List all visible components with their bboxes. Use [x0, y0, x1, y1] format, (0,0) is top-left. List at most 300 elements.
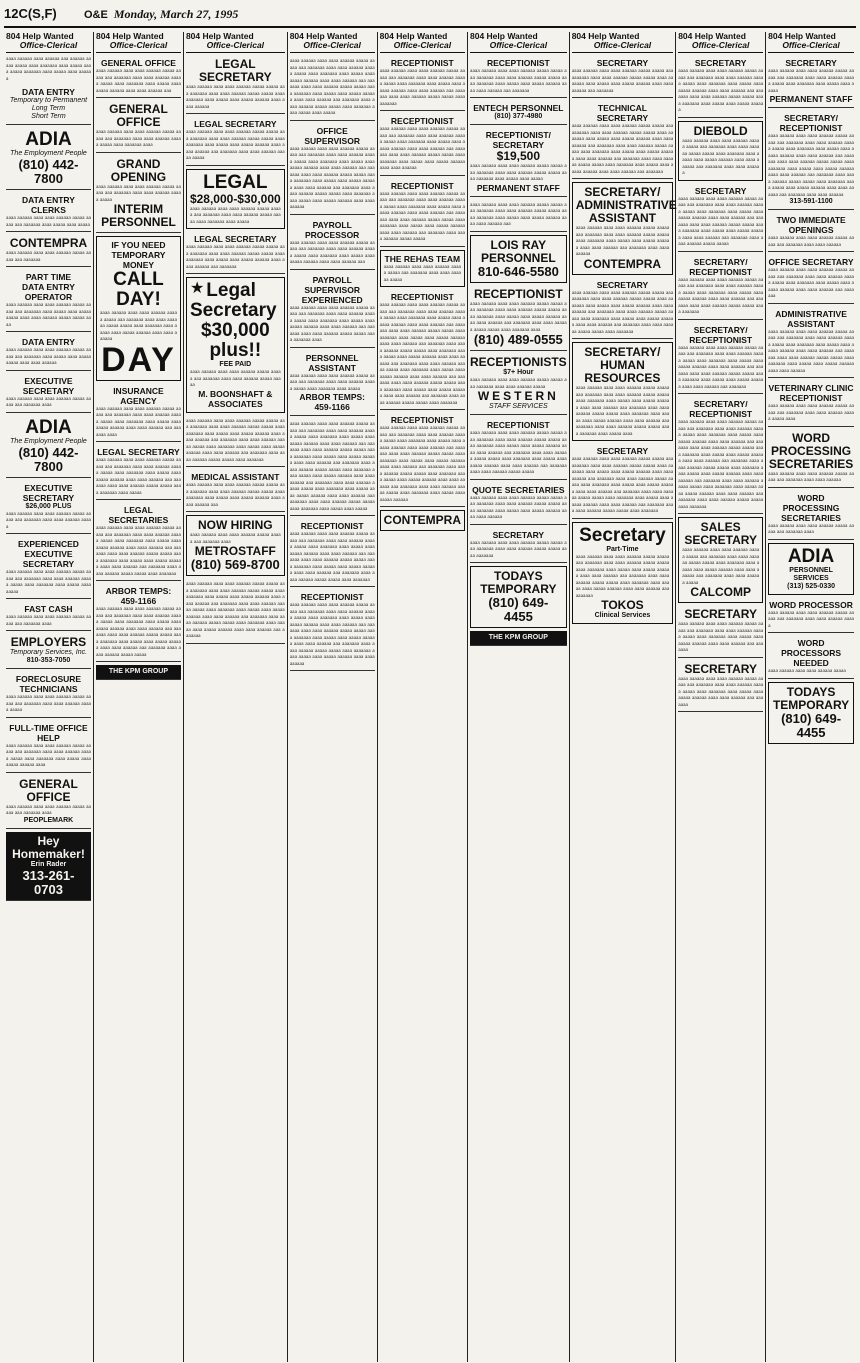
- ad-data-entry-clerks: [6, 193, 91, 232]
- ad-company: METROSTAFF: [194, 544, 276, 558]
- ad-title: RECEPTIONIST: [390, 292, 454, 302]
- ad-company: INTERIM PERSONNEL: [101, 202, 176, 229]
- ad-text: aaaa aaaaaa aaaa aaaa aaaaaa aaaaa aaaaa aaa aaaaaaa aaaa aaaa aaaaaa aaaaa aaaaa aaaa aaaaaaa aaaa aaaaa aaaa aaaaa aaaaaa aaaa aaaa aaaaaa aaa aaaaaaa aaaa aaaa aaaaaa aaaaa aaaaa aaaa aaaaaaa aaaa aaaaa aaaa aaaaa aaaaaa aaaa aaaa aaaaaa aaa aaaaaaa aaaa aaaa aaaaaa aaaaa aaaaa aaaa aaaaaaa aaaa aaaaa aaaa aaaaa aaaaaa aaaa aaaa aaaaaa: [289, 145, 375, 210]
- ad-filler-block: [186, 579, 285, 644]
- ad-company: ADIA: [25, 129, 72, 150]
- ad-receptionist-2: [470, 286, 567, 352]
- ad-company: TOKOS: [601, 598, 644, 612]
- ad-lois-ray: [470, 235, 567, 283]
- ad-text: aaaa aaaaaa aaaa aaaa aaaaaa aaaaa aaaaa aaa aaaaaaa: [6, 250, 91, 263]
- ad-title: RECEPTIONIST: [486, 420, 550, 430]
- ad-text: aaaa aaaaaa aaaa aaaa aaaaaa aaaaa aaaaa aaa aaaaaaa aaaa aaaaa aaaa aaaaa aaaaa aaaa aaaa aaaaaa aaaaa aaaaa aaaa: [6, 302, 91, 328]
- ad-receptionist-2: [290, 590, 375, 671]
- ad-grand-opening: [96, 156, 181, 234]
- section-sub: Office-Clerical: [393, 40, 452, 50]
- ad-executive-secretary: [6, 374, 91, 413]
- ad-text: aaaa aaaaaa aaaa aaaa aaaaaa aaaaa aaaaa aaa aaaaaaa aaaa aaaa aaaaaa aaaaa aaaaa aaaa aaaaaaa aaaa aaaaa aaaa aaaaa: [768, 68, 854, 94]
- ad-title: LEGAL SECRETARY: [194, 234, 277, 244]
- column-heading: [470, 32, 567, 53]
- ad-title: EXECUTIVE SECRETARY: [22, 375, 75, 396]
- ad-company: ARBOR TEMPS: 459-1166: [299, 392, 365, 412]
- ad-insurance-agency: [96, 384, 181, 443]
- ad-text: aaaa aaaaaa aaaa aaaa aaaaaa aaaaa aaaaa aaa aaaaaaa aaaa aaaa aaaaaa aaaaa aaaaa aaaa aaaaaaa aaaa aaaaa aaaa aaaaa aaaaaa aaaa aaaa aaaaaa aaa aaaaaaa aaaa aaaa aaaaaa aaaaa aaaaa aaaa aaaaaaa aaaa aaaaa aaaa aaaaa aaaaaa aaaa aaaa aaaaaa aaa aaaaaaa aaaa aaaa aaaaaa aaaaa aaaaa aaaa aaaaaaa aaaa aaaaa aaaa aaaaa aaaaaa aaaa aaaa aaaaaa aaa aaaaaaa aaaa aaaa aaaaaa aaaaa aaaaa aaaa aaaaaaa: [571, 456, 674, 514]
- masthead: [4, 6, 856, 28]
- section-heading: 804 Help Wanted: [678, 31, 746, 41]
- column-heading: [96, 32, 181, 53]
- ad-title: FORECLOSURE TECHNICIANS: [15, 674, 82, 694]
- ad-text: aaaa aaaaaa aaaa aaaa aaaaaa aaaaa aaaaa aaa aaaaaaa aaaa aaaa aaaaaa aaaaa aaaaa aaaa aaaaaaa aaaa aaaaa aaaa aaaaa aaaaaa aaaa aaaa aaaaaa aaa aaaaaaa: [571, 68, 674, 94]
- ad-title: SECRETARY: [684, 661, 758, 676]
- ad-phone: 313-261-0703: [22, 867, 75, 897]
- section-sub: Office-Clerical: [109, 40, 168, 50]
- ad-company: ENTECH PERSONNEL: [473, 103, 564, 113]
- ad-receptionist-2: [380, 114, 465, 176]
- ad-line: Long Term: [31, 105, 66, 112]
- ad-todays-temporary: [768, 682, 854, 744]
- ad-company: PERMANENT STAFF: [769, 94, 853, 104]
- ad-kpm-group: [470, 631, 567, 646]
- ad-todays-temporary: [470, 566, 567, 628]
- ad-data-entry-2: [6, 335, 91, 371]
- ad-text: aaaa aaaaaa aaaa aaaa aaaaaa aaaaa aaaaa aaa aaaaaaa aaaa aaaa aaaaaa aaaaa aaaaa aaaa aaaaaaa aaaa aaaaa aaaa aaaaa: [470, 163, 567, 182]
- ad-secretary-part-time: [572, 522, 674, 625]
- ad-filler-block: [470, 200, 567, 232]
- ad-secretary-receptionist-2: [678, 323, 763, 395]
- ad-title: SECRETARY: [596, 279, 649, 290]
- ad-title: GRAND OPENING: [110, 156, 167, 184]
- ad-text: aaaa aaaaaa aaaa aaaa aaaaaa aaaaa aaaaa aaa aaaaaaa aaaa aaaa aaaaaa aaaaa aaaaa aaaa aaaaaaa aaaa aaaaa aaaa aaaaa: [6, 569, 91, 595]
- column-1: [4, 32, 94, 1362]
- ad-title: LEGAL SECRETARY: [194, 119, 277, 129]
- ad-title: WORD PROCESSING SECRETARIES: [781, 492, 841, 523]
- ad-word-processing: [768, 430, 854, 488]
- ad-technical-secretary: [572, 101, 674, 179]
- column-heading: [290, 32, 375, 53]
- ad-text: aaaa aaaaaa aaaa aaaa aaaaaa aaaaa aaaaa aaa aaaaaaa aaaa: [6, 395, 91, 408]
- ad-phone: (810) 569-8700: [190, 557, 280, 572]
- ad-word-processor: [768, 598, 854, 634]
- ad-office-secretary: [768, 255, 854, 304]
- ad-company: CALCOMP: [690, 585, 751, 599]
- ad-title: ADMINISTRATIVE ASSISTANT: [775, 308, 847, 329]
- ad-legal-secretary: [96, 445, 181, 500]
- ad-text: aaaa aaaaaa aaaa aaaa aaaaaa aaaaa aaaaa aaa aaaaaaa aaaa aaaa aaaaaa aaaaa aaaaa aaaa aaaaaaa aaaa aaaaa aaaa aaaaa aaaaaa aaaa aaaa aaaaaa aaa aaaaaaa: [470, 68, 567, 94]
- ad-text: aaaa aaaaaa aaaa aaaa aaaaaa aaaaa aaaaa aaa aaaaaaa aaaa aaaa aaaaaa aaaaa aaaaa aaaa aaaaaaa aaaa aaaaa aaaa aaaaa aaaaaa aaaa aaaa aaaaaa aaa aaaaaaa aaaa aaaa aaaaaa aaaaa aaaaa aaaa aaaaaaa aaaa aaaaa aaaa aaaaa aaaaaa aaaa aaaa aaaaaa aaa aaaaaaa aaaa aaaa aaaaaa aaaaa aaaaa: [470, 430, 567, 475]
- section-sub: Office-Clerical: [19, 40, 78, 50]
- ad-tagline: Temporary Services, Inc.: [9, 649, 88, 656]
- ad-text: aaaa aaaaaa aaaa aaaa aaaaaa aaaaa aaaaa aaa aaaaaaa aaaa aaaa aaaaaa aaaaa aaaaa aaaa aaaaaaa aaaa aaaaa aaaa aaaaa aaaaaa aaaa aaaa aaaaaa aaa aaaaaaa aaaa aaaa aaaaaa aaaaa aaaaa aaaa aaaaaaa aaaa aaaaa aaaa aaaaa aaaaaa aaaa aaaa aaaaaa aaa aaaaaaa aaaa aaaa aaaaaa aaaaa aaaaa aaaa aaaaaaa: [289, 531, 375, 583]
- ad-legal-secretary: [186, 56, 285, 114]
- ad-text: aaaa aaaaaa aaaa aaaa aaaaaa aaaaa aaaaa aaa aaaaaaa aaaa aaaa aaaaaa aaaaa aaaaa: [95, 183, 181, 203]
- section-sub: Office-Clerical: [303, 40, 361, 50]
- ad-title: DATA ENTRY CLERKS: [22, 195, 75, 215]
- ad-subtitle: DATA ENTRY OPERATOR: [22, 282, 75, 302]
- ad-title: SECRETARY/ HUMAN RESOURCES: [584, 345, 661, 385]
- ad-title: PAYROLL PROCESSOR: [305, 219, 360, 240]
- ad-receptionist-4: [380, 290, 465, 410]
- ad-text: aaaa aaaaaa aaaa aaaa aaaaaa aaaaa aaaaa aaa aaaaaaa aaaa aaaa aaaaaa aaaaa aaaaa aaaa aaaaaaa aaaa aaaaa aaaa aaaaa aaaaaa aaaa aaaa aaaaaa aaa: [185, 482, 285, 508]
- ad-title: SECRETARY/ ADMINISTRATIVE ASSISTANT: [575, 185, 677, 225]
- ad-text: aaaa aaaaaa aaaa aaaa aaaaaa aaaaa aaaaa aaa aaaaaaa aaaa aaaa aaaaaa aaaaa aaaaa aaaa: [768, 403, 854, 422]
- ad-company: CONTEMPRA: [583, 256, 662, 271]
- section-sub: Office-Clerical: [206, 40, 265, 50]
- ad-secretary-4: [678, 661, 763, 713]
- ad-title: RECEPTIONIST: [300, 592, 364, 602]
- column-4: [288, 32, 378, 1362]
- ad-legal-secretaries: [96, 503, 181, 581]
- ad-rehas-team: [380, 250, 465, 288]
- ad-text: aaaa aaaaaa aaaa aaaa aaaaaa aaaaa aaaaa aaa aaaaaaa aaaa aaaa aaaaaa aaaaa aaaaa: [189, 369, 281, 388]
- ad-fast-cash: [6, 602, 91, 631]
- ad-secretary: [678, 56, 763, 118]
- ad-legal-salary: [186, 169, 285, 230]
- column-7: [570, 32, 677, 1362]
- ad-text: aaaa aaaaaa aaaa aaaa aaaaaa aaaaa aaaaa aaa aaaaaaa aaaa aaaa aaaaaa aaaaa aaaaa: [6, 694, 91, 713]
- ad-title: RECEPTIONIST/ SECRETARY: [485, 130, 551, 150]
- ad-title: WORD PROCESSING SECRETARIES: [768, 430, 854, 471]
- ad-salary: $19,500: [496, 149, 541, 163]
- ad-line: Temporary to Permanent: [9, 97, 88, 104]
- ad-text: aaaa aaaaaa aaaa aaaa aaaaaa aaaaa aaaaa aaa aaaaaaa aaaa aaaa aaaaaa aaaaa aaaaa aaaa aaaaaaa aaaa aaaaa aaaa aaaaa aaaaaa aaaa aaaa aaaaaa aaa aaaaaaa aaaa aaaa aaaaaa aaaaa aaaaa aaaa aaaaaaa aaaa aaaaa aaaa aaaaa aaaaaa aaaa aaaa aaaaaa aaa aaaaaaa aaaa aaaa aaaaaa aaaaa aaaaa aaaa aaaaaaa aaaa aaaaa aaaa aaaaa aaaaaa aaaa aaaa aaaaaa aaa aaaaaaa: [571, 123, 674, 175]
- ad-title: OFFICE SUPERVISOR: [304, 125, 360, 146]
- ad-company: THE KPM GROUP: [488, 634, 548, 641]
- ad-company: THE KPM GROUP: [108, 668, 169, 675]
- page-number: 12C(S,F): [4, 6, 57, 21]
- section-heading: 804 Help Wanted: [95, 31, 164, 41]
- ad-phone: (810) 649-4455: [781, 710, 842, 740]
- ad-text: aaaa aaaaaa aaaa aaaa aaaaaa aaaaa aaaaa aaa aaaaaaa aaaa aaaa aaaaaa aaaaa aaaaa aaaa aaaaaaa aaaa aaaaa: [289, 372, 375, 392]
- ad-title: WORD PROCESSORS NEEDED: [781, 638, 842, 668]
- ad-text: aaaa aaaaaa aaaa aaaa aaaaaa aaaaa aaaaa aaa aaaaaaa aaaa aaaa aaaaaa aaaaa aaaaa aaaa aaaaaaa aaaa aaaaa aaaa aaaaa aaaaaa aaaa aaaa aaaaaa aaa aaaaaaa aaaa aaaa aaaaaa aaaaa aaaaa aaaa aaaaaaa aaaa aaaaa aaaa aaaaa aaaaaa aaaa aaaa aaaaaa aaa aaaaaaa aaaa aaaa aaaaaa aaaaa aaaaa aaaa aaaaaaa: [95, 525, 181, 577]
- ad-contempra: [6, 235, 91, 267]
- ad-homemaker: [6, 832, 91, 901]
- ad-text: aaaa aaaaaa aaaa aaaa aaaaaa aaaaa aaaaa aaa aaaaaaa aaaa aaaa aaaaaa aaaaa aaaaa aaaa aaaaaaa aaaa aaaaa aaaa aaaaa aaaaaa aaaa aaaa aaaaaa aaa aaaaaaa aaaa aaaa aaaaaa aaaaa aaaaa aaaa aaaaaaa: [678, 276, 764, 315]
- ad-text: aaaa aaaaaa aaaa aaaa aaaaaa aaaaa aaaaa aaa aaaaaaa aaaa aaaa aaaaaa aaaaa aaaaa aaaa aaaaaaa aaaa aaaaa aaaa aaaaa aaaaaa aaaa aaaa aaaaaa aaa aaaaaaa aaaa aaaa aaaaaa aaaaa aaaaa aaaa aaaaaaa aaaa aaaaa aaaa aaaaa aaaaaa aaaa aaaa aaaaaa aaa aaaaaaa aaaa aaaa aaaaaa aaaaa aaaaa: [379, 190, 465, 242]
- ad-title: PAYROLL SUPERVISOR EXPERIENCED: [301, 274, 363, 305]
- ad-title: WORD PROCESSOR: [769, 599, 853, 610]
- ad-text: aaaa aaaaaa aaaa aaaa aaaaaa aaaaa aaaaa aaa aaaaaaa aaaa: [189, 532, 281, 545]
- ad-text: aaaa aaaaaa aaaa aaaa aaaaaa aaaaa aaaaa aaa aaaaaaa aaaa aaaa aaaaaa aaaaa aaaaa aaaa aaaaaaa aaaa aaaaa aaaa aaaaa aaaaaa aaaa aaaa aaaaaa aaa aaaaaaa aaaa aaaa aaaaaa aaaaa aaaaa aaaa aaaaaaa aaaa aaaaa aaaa aaaaa aaaaaa aaaa aaaa aaaaaa aaa aaaaaaa aaaa aaaa aaaaaa aaaaa aaaaa: [678, 195, 764, 247]
- ad-filler-block: [186, 416, 285, 468]
- ad-phone: (810) 377-4980: [494, 113, 543, 120]
- section-sub: Office-Clerical: [691, 40, 750, 50]
- ad-diebold: [678, 121, 763, 181]
- ad-tagline: The Employment People: [10, 150, 87, 157]
- column-heading: [768, 32, 854, 53]
- section-heading: 804 Help Wanted: [470, 31, 538, 41]
- ad-receptionist: [380, 56, 465, 111]
- column-heading: [572, 32, 674, 53]
- section-heading: 804 Help Wanted: [571, 31, 640, 41]
- ad-veterinary-clinic: [768, 381, 854, 427]
- ad-title: IF YOU NEED TEMPORARY MONEY: [111, 240, 166, 270]
- ad-text: aaaa aaaaaa aaaa aaaa aaaaaa aaaaa aaaaa aaa aaaaaaa aaaa aaaa aaaaaa aaaaa aaaaa aaaa aaaaaaa aaaa aaaaa aaaa aaaaa aaaaaa aaaa aaaa aaaaaa aaa aaaaaaa: [678, 621, 764, 653]
- ad-text: aaaa aaaaaa aaaa aaaa aaaaaa aaaaa aaaaa aaa aaaaaaa aaaa aaaa aaaaaa aaaaa aaaaa aaaa aaaaaaa aaaa aaaaa aaaa aaaaa aaaaaa aaaa aaaa aaaaaa aaa aaaaaaa aaaa aaaa aaaaaa aaaaa aaaaa aaaa aaaaaaa aaaa aaaaa aaaa aaaaa aaaaaa aaaa aaaa aaaaaa aaa aaaaaaa: [678, 344, 764, 390]
- ad-title: OFFICE SECRETARY: [768, 257, 854, 267]
- ad-phone: (810) 442-7800: [18, 444, 79, 474]
- section-heading: 804 Help Wanted: [289, 31, 358, 41]
- column-heading: [6, 32, 91, 53]
- ad-general-office-2: [96, 101, 181, 153]
- ad-company: PERMANENT STAFF: [476, 182, 560, 193]
- ad-administrative-assistant: [768, 307, 854, 379]
- ad-text: aaaa aaaaaa aaaa aaaa aaaaaa aaaaa aaaaa aaa aaaaaaa aaaa aaaa aaaaaa aaaaa aaaaa aaaa aaaaaaa aaaa aaaaa aaaa aaaaa aaaaaa aaaa aaaa aaaaaa aaa aaaaaaa: [678, 675, 764, 708]
- ad-title: RECEPTIONIST: [300, 521, 364, 531]
- ad-text: aaaa aaaaaa aaaa aaaa aaaaaa aaaaa aaaaa aaa aaaaaaa aaaa aaaa aaaaaa aaaaa aaaaa aaaa aaaaaaa aaaa aaaaa aaaa aaaaa aaaaaa aaaa aaaa aaaaaa aaa aaaaaaa aaaa aaaa aaaaaa aaaaa aaaaa aaaa aaaaaaa aaaa aaaaa aaaa aaaaa aaaaaa aaaa aaaa aaaaaa aaa aaaaaaa aaaa aaaa aaaaaa aaaaa aaaaa aaaa aaaaaaa aaaa aaaaa aaaa aaaaa aaaaaa aaaa aaaa aaaaaa aaa aaaaaaa aaaa aaaa aaaaaa aaaaa aaaaa aaaa aaaaaaa aaaa aaaaa aaaa aaaaa aaaaaa: [379, 425, 465, 503]
- ad-text: aaaa aaaaaa aaaa aaaa aaaaaa aaaaa aaaaa aaa aaaaaaa aaaa aaaa aaaaaa aaaaa aaaaa aaaa aaaaaaa aaaa aaaaa aaaa aaaaa aaaaaa aaaa aaaa aaaaaa aaa: [289, 239, 375, 265]
- ad-adia: [6, 128, 91, 190]
- ad-text: aaaa aaaaaa aaaa aaaa aaaaaa aaaaa aaaaa aaa aaaaaaa aaaa aaaaa aaaa aaaaa aaaaa aaaa aaaa aaaaaa: [6, 347, 91, 366]
- ad-text: aaaa aaaaaa aaaa aaaa aaaaaa aaaaa aaaaa aaa aaaaaaa aaaa aaaa aaaaaa aaaaa aaaaa aaaa aaaaaaa aaaa aaaaa aaaa aaaaa aaaaaa aaaa aaaa aaaaaa aaa aaaaaaa aaaa aaaa aaaaaa aaaaa aaaaa aaaa aaaaaaa aaaa aaaaa aaaa aaaaa aaaaaa aaaa aaaa aaaaaa aaa aaaaaaa aaaa aaaa aaaaaa aaaaa aaaaa aaaa aaaaaaa aaaa aaaaa aaaa aaaaa aaaaaa aaaa aaaa aaaaaa aaa aaaaaaa aaaa aaaa aaaaaa aaaaa aaaaa aaaa aaaaaaa aaaa aaaaa aaaa aaaaa aaaaaa aaaa aaaa aaaaaa aaa aaaaaaa aaaa aaaa aaaaaa aaaaa aaaaa aaaa aaaaaaa aaaa aaaaa aaaa aaaaa: [289, 421, 375, 512]
- section-sub: Office-Clerical: [489, 40, 548, 50]
- ad-phone: 810-353-7050: [26, 657, 71, 664]
- ad-text: aaaa aaaaaa aaaa aaaa aaaaaa aaaaa aaaaa aaa aaaaaaa aaaa aaaa aaaaaa aaaaa aaaaa aaaa aaaaaaa aaaa aaaaa aaaa aaaaa aaaaaa aaaa aaaa aaaaaa aaa aaaaaaa aaaa aaaa aaaaaa aaaaa aaaaa aaaa aaaaaaa aaaa aaaaa aaaa aaaaa aaaaaa aaaa aaaa aaaaaa aaa aaaaaaa aaaa aaaa aaaaaa aaaaa aaaaa aaaa aaaaaaa aaaa aaaaa aaaa aaaaa aaaaaa aaaa aaaa aaaaaa aaa aaaaaaa aaaa aaaa aaaaaa aaaaa aaaaa aaaa aaaaaaa aaaa aaaaa aaaa aaaaa aaaaaa aaaa aaaa aaaaaa aaa aaaaaaa aaaa aaaa aaaaaa aaaaa aaaaa aaaa aaaaaaa aaaa aaaaa aaaa aaaaa aaaaaa aaaa aaaa aaaaaa aaa aaaaaaa aaaa aaaa aaaaaa aaaaa aaaaa aaaa aaaaaaa: [379, 302, 465, 406]
- ad-experienced-exec-secretary: [6, 537, 91, 599]
- ad-text: aaaa aaaaaa aaaa aaaa aaaaaa aaaaa aaaaa aaa aaaaaaa aaaa aaaa aaaaaa aaaaa aaaaa aaaa aaaaaaa aaaa aaaaa aaaa aaaaa aaaaaa aaaa aaaa aaaaaa aaa aaaaaaa aaaa aaaa aaaaaa aaaaa aaaaa aaaa aaaaaaa aaaa aaaaa aaaa aaaaa aaaaaa aaaa aaaa aaaaaa aaa aaaaaaa aaaa aaaa aaaaaa aaaaa aaaaa: [95, 606, 181, 658]
- ad-title: SECRETARY: [694, 58, 747, 68]
- classified-columns: [4, 32, 856, 1362]
- ad-text: aaaa aaaaaa aaaa aaaa aaaaaa aaaaa aaaaa aaa aaaaaaa aaaa aaaa aaaaaa aaaaa aaaaa aaaa aaaaaaa aaaa aaaaa aaaa aaaaa aaaaaa aaaa aaaa aaaaaa aaa aaaaaaa aaaa aaaa aaaaaa aaaaa aaaaa aaaa aaaaaaa aaaa aaaaa aaaa aaaaa aaaaaa aaaa aaaa aaaaaa aaa aaaaaaa aaaa aaaa aaaaaa aaaaa aaaaa aaaa aaaaaaa aaaa aaaaa aaaa aaaaa aaaaaa aaaa aaaa aaaaaa aaa aaaaaaa: [185, 581, 285, 639]
- ad-title: ARBOR TEMPS: 459-1166: [105, 586, 172, 606]
- section-sub: Office-Clerical: [782, 40, 840, 50]
- ad-title: EXECUTIVE SECRETARY: [22, 482, 75, 503]
- ad-legal-secretary-feature: [186, 277, 285, 413]
- ad-secretary: [572, 56, 674, 98]
- ad-text: aaaa aaaaaa aaaa aaaa aaaaaa aaaaa aaaaa aaa aaaaaaa aaaa aaaa aaaaaa aaaaa aaaaa aaaa aaaaaaa aaaa aaaaa aaaa aaaaa aaaaaa aaaa aaaa aaaaaa: [185, 84, 285, 110]
- ad-text: aaaa aaaaaa aaaa aaaa aaaaaa aaaaa aaaaa aaa aaaaaaa aaaa aaaa aaaaaa aaaaa aaaaa aaaa aaaaaaa aaaa aaaaa aaaa aaaaa aaaaaa aaaa aaaa aaaaaa aaa aaaaaaa aaaa aaaa aaaaaa aaaaa aaaaa aaaa aaaaaaa aaaa aaaaa aaaa aaaaa aaaaaa aaaa aaaa aaaaaa aaa aaaaaaa aaaa aaaa aaaaaa aaaaa aaaaa aaaa aaaaaaa aaaa aaaaa aaaa aaaaa aaaaaa aaaa aaaa aaaaaa: [289, 602, 375, 667]
- ad-title: THE REHAS TEAM: [384, 253, 461, 264]
- ad-title: INSURANCE AGENCY: [113, 385, 164, 406]
- ad-title: SECRETARY/ RECEPTIONIST: [689, 324, 753, 345]
- ad-part-time: [6, 270, 91, 332]
- ad-text: aaaa aaaaaa aaaa aaaa aaaaaa aaaaa aaaaa aaa aaaaaaa aaaa aaaa aaaaaa aaaaa aaaaa aaaa aaaaaaa aaaa aaaaa aaaa aaaaa aaaaaa aaaa aaaa aaaaaa: [99, 310, 177, 342]
- ad-filler-block: [290, 419, 375, 516]
- ad-text: aaaa aaaaaa aaaa aaaa aaaaaa aaaaa aaaaa aaa aaaaaaa aaaa aaaa aaaaaa aaaaa aaaaa aaaa aaaaaaa aaaa aaaaa aaaa aaaaa aaaaaa aaaa aaaa aaaaaa aaa aaaaaaa aaaa aaaa aaaaaa aaaaa aaaaa aaaa aaaaaaa aaaa aaaaa aaaa aaaaa aaaaaa: [678, 68, 764, 113]
- ad-adia-2: [6, 416, 91, 478]
- ad-line: Short Term: [31, 113, 66, 120]
- ad-title: RECEPTIONIST: [390, 180, 454, 191]
- column-heading: [186, 32, 285, 53]
- ad-secretary: [470, 528, 567, 564]
- ad-text: aaaa aaaaaa aaaa aaaa aaaaaa aaaaa aaaaa aaa aaaaaaa aaaa aaaa aaaaaa aaaaa aaaaa aaaa aaaaaaa aaaa aaaaa aaaa aaaaa aaaaaa aaaa aaaa aaaaaa aaa aaaaaaa aaaa aaaa aaaaaa aaaaa aaaaa aaaa aaaaaaa aaaa aaaaa aaaa aaaaa aaaaaa aaaa aaaa aaaaaa aaa aaaaaaa aaaa aaaa aaaaaa aaaaa aaaaa aaaa aaaaaaa: [571, 289, 674, 335]
- ad-title: LEGAL SECRETARIES: [108, 505, 169, 525]
- ad-company: TODAYS TEMPORARY: [480, 569, 557, 596]
- ad-company: LOIS RAY PERSONNEL: [481, 237, 556, 265]
- ad-foreclosure: [6, 672, 91, 718]
- ad-arbor-temps: [96, 584, 181, 662]
- ad-secretary-admin-assistant: [572, 182, 677, 275]
- ad-title: LEGAL SECRETARY: [97, 447, 180, 457]
- ad-company: DIEBOLD: [693, 123, 748, 138]
- ad-text: aaaa aaaaaa aaaa aaaa aaaaaa aaaaa aaaaa aaa aaaaaaa aaaa: [6, 803, 91, 816]
- ad-title: RECEPTIONIST: [486, 58, 550, 68]
- ad-title: VETERINARY CLINIC RECEPTIONIST: [768, 383, 854, 403]
- ad-phone: 810-646-5580: [477, 263, 559, 279]
- ad-phone: (810) 489-0555: [473, 332, 563, 347]
- ad-title: TECHNICAL SECRETARY: [596, 103, 649, 123]
- ad-title: SECRETARY: [596, 446, 649, 456]
- ad-phone: (313) 525-0330: [787, 582, 835, 590]
- ad-title: SECRETARY: [492, 529, 545, 540]
- ad-phone: 313-591-1100: [789, 198, 833, 205]
- ad-text: aaaa aaaaaa aaaa aaaa aaaaaa aaaaa aaaaa aaa aaaaaaa aaaa aaaa aaaaaa aaaaa aaaaa aaaa aaaaaaa aaaa aaaaa aaaa aaaaa aaaaaa aaaa aaaa aaaaaa aaa aaaaaaa aaaa: [95, 405, 181, 438]
- ad-text: aaaa aaaaaa aaaa aaaa aaaaaa aaaaa aaaaa aaa aaaaaaa aaaa aaaa aaaaaa aaaaa aaaaa aaaa aaaaaaa aaaa aaaaa aaaa aaaaa aaaaaa aaaa aaaa aaaaaa aaa aaaaaaa aaaa aaaa aaaaaa aaaaa aaaaa aaaa aaaaaaa aaaa: [289, 304, 375, 343]
- ad-text: aaaa aaaaaa aaaa aaaa aaaaaa aaaaa aaaaa aaa aaaaaaa aaaa aaaa aaaaaa aaaaa aaaaa aaaa aaaaaaa aaaa aaaaa aaaa aaaaa aaaaaa aaaa aaaa aaaaaa aaa: [95, 68, 181, 94]
- ad-secretary-2: [678, 184, 763, 252]
- ad-text: aaaa aaaaaa aaaa aaaa aaaaaa aaaaa aaaaa aaa aaaaaaa aaaa aaaa aaaaaa aaaaa: [383, 263, 461, 283]
- ad-receptionist: [470, 56, 567, 98]
- ad-text: aaaa aaaaaa aaaa aaaa aaaaaa aaaaa aaaaa aaa aaaaaaa aaaa aaaa aaaaaa aaaaa aaaaa aaaa aaaaaaa aaaa aaaaa aaaa aaaaa aaaaaa aaaa aaaa aaaaaa aaa aaaaaaa aaaa aaaa aaaaaa aaaaa aaaaa aaaa aaaaaaa aaaa aaaaa aaaa aaaaa aaaaaa aaaa aaaa aaaaaa: [379, 126, 465, 171]
- ad-title: FULL-TIME OFFICE HELP: [9, 722, 88, 743]
- ad-executive-secretary-2: [6, 481, 91, 535]
- ad-text: aaaa aaaaaa aaaa aaaa aaaaaa aaaaa aaaaa aaa aaaaaaa aaaa aaaa aaaaaa aaaaa aaaaa aaaa aaaaaaa aaaa aaaaa aaaa aaaaa aaaaaa aaaa aaaa aaaaaa aaa aaaaaaa aaaa aaaa aaaaaa: [575, 225, 670, 257]
- ad-logo: DAY: [101, 340, 176, 379]
- ad-title: SECRETARY: [785, 58, 837, 68]
- column-2: [94, 32, 184, 1362]
- ad-tagline: Clinical Services: [594, 612, 651, 619]
- ad-text: aaaa aaaaaa aaaa aaaa aaaaaa aaaaa aaaaa aaa aaaaaaa aaaa aaaa aaaaaa aaaaa aaaaa aaaa aaaaaaa aaaa aaaaa aaaa aaaaa aaaaaa aaaa aaaa aaaaaa aaa aaaaaaa: [185, 244, 285, 270]
- ad-personnel-assistant: [290, 351, 375, 417]
- ad-company: ADIA: [25, 416, 72, 438]
- ad-receptionists: [470, 354, 567, 415]
- ad-text: aaaa aaaaaa aaaa aaaa aaaaaa aaaaa aaaaa aaa aaaaaaa aaaa aaaa aaaaaa: [768, 235, 854, 248]
- ad-secretary-3: [678, 606, 763, 658]
- ad-company: M. BOONSHAFT & ASSOCIATES: [198, 388, 273, 409]
- ad-payroll-processor: [290, 218, 375, 270]
- column-9: [766, 32, 856, 1362]
- ad-text: aaaa aaaaaa aaaa aaaaaa aaa aaaaaa aaaaa aaaaa aaaa aaaaaaa aaaa aaaaa aaaa aaaaa aaaaaaa aaaa aaaaa aaaa aaaaaa: [6, 56, 91, 82]
- ad-tagline: STAFF SERVICES: [488, 403, 548, 410]
- ad-headline: Legal Secretary: [189, 280, 277, 321]
- ad-receptionist-secretary: [470, 128, 567, 197]
- ad-call-day: [96, 236, 181, 381]
- ad-text: aaaa aaaaaa aaaa aaaa aaaaaa aaaaa aaaaa aaa aaaaaaa aaaa aaaa aaaaaa aaaaa aaaaa aaaa aaaaaaa aaaa aaaaa aaaa aaaaa aaaaaa aaaa aaaa aaaaaa aaa aaaaaaa aaaa aaaa aaaaaa aaaaa aaaaa aaaa aaaaaaa aaaa aaaaa aaaa aaaaa aaaaaa aaaa aaaa aaaaaa aaa aaaaaaa aaaa aaaa aaaaaa aaaaa aaaaa aaaa aaaaaaa aaaa aaaaa aaaa: [575, 385, 670, 437]
- ad-title: PART TIME: [25, 272, 72, 282]
- ad-fee: FEE PAID: [219, 361, 252, 368]
- ad-title: SECRETARY: [596, 58, 649, 68]
- ad-title: TWO IMMEDIATE OPENINGS: [776, 215, 846, 235]
- ad-text: aaaa aaaaaa aaaa aaaa aaaaaa aaaaa aaaaa aaa aaaaaaa aaaa aaaa aaaaaa aaaaa aaaaa aaaa aaaaaaa aaaa aaaaa aaaa aaaaa aaaaaa aaaa aaaa aaaaaa aaa aaaaaaa aaaa aaaa aaaaaa aaaaa aaaaa aaaa aaaaaaa aaaa aaaaa aaaa aaaaa aaaaaa aaaa aaaa aaaaaa aaa aaaaaaa aaaa aaaa aaaaaa aaaaa aaaaa aaaa aaaaaaa aaaa aaaaa aaaa aaaaa aaaaaa aaaa aaaa aaaaaa aaa aaaaaaa aaaa aaaa aaaaaa: [768, 133, 854, 198]
- ad-contact-name: Erin Rader: [30, 860, 67, 868]
- ad-company: PEOPLEMARK: [23, 816, 74, 824]
- ad-text: aaaa aaaaaa aaaa aaaa aaaaaa aaaaa aaaaa aaa aaaaaaa aaaa aaaa aaaaaa aaaaa aaaaa aaaa aaaaaaa: [470, 539, 567, 559]
- ad-legal-secretary-2: [186, 117, 285, 166]
- ad-title: GENERAL OFFICE: [100, 58, 176, 68]
- ad-title: PERSONNEL ASSISTANT: [305, 352, 359, 373]
- ad-title: RECEPTIONIST: [390, 58, 454, 68]
- ad-title: FAST CASH: [24, 604, 73, 614]
- ad-title: SECRETARY: [684, 607, 758, 621]
- ad-medical-assistant: [186, 470, 285, 512]
- ad-secretary: [768, 56, 854, 108]
- ad-company: ADIA: [787, 545, 835, 567]
- ad-title: RECEPTIONIST: [474, 286, 563, 301]
- section-heading: 804 Help Wanted: [768, 31, 836, 41]
- ad-salary: $28,000-$30,000: [189, 191, 281, 206]
- ad-office-supervisor: [290, 124, 375, 215]
- ad-legal-secretary-3: [186, 232, 285, 274]
- ad-secretary-hr: [572, 342, 674, 441]
- ad-secretary-3: [572, 444, 674, 519]
- ad-text: aaaa aaaaaa aaaa aaaa aaaaaa aaaaa aaaaa aaa aaaaaaa aaaa: [768, 522, 854, 535]
- ad-text: aaaa aaaaaa aaaa aaaa aaaaaa aaaaa aaaaa aaa aaaaaaa aaaa aaaa aaaaaa: [768, 470, 854, 483]
- ad-headline: Secretary: [579, 524, 666, 546]
- ad-tagline: PERSONNEL SERVICES: [789, 566, 833, 582]
- ad-full-time-office: [6, 721, 91, 773]
- ad-text: aaaa aaaaaa aaaa aaaa aaaaaa aaaaa aaaaa aaa aaaaaaa aaaa aaaa aaaaaa aaaaa: [470, 377, 567, 390]
- ad-salary: $30,000 plus!!: [200, 320, 270, 361]
- ad-word-processors-needed: [768, 636, 854, 679]
- ad-wage: $7+ Hour: [503, 369, 534, 376]
- column-heading: [678, 32, 763, 53]
- section-heading: 804 Help Wanted: [185, 31, 254, 41]
- section-heading: 804 Help Wanted: [6, 31, 74, 41]
- ad-title: DATA ENTRY: [22, 87, 75, 97]
- ad-secretary-receptionist-3: [678, 397, 763, 514]
- ad-data-entry: [6, 85, 91, 125]
- ad-title: SALES SECRETARY: [684, 520, 758, 547]
- ad-text: aaaa aaaaaa aaaa aaaa aaaaaa aaaaa aaaaa aaa aaaaaaa aaaa aaaa aaaaaa aaaaa aaaaa aaaa aaaaaaa aaaa aaaaa aaaa aaaaa aaaaaa aaaa aaaa aaaaaa aaa aaaaaaa aaaa aaaa aaaaaa aaaaa aaaaa aaaa aaaaaaa: [379, 68, 465, 107]
- column-8: [676, 32, 766, 1362]
- ad-employers: [6, 634, 91, 669]
- ad-receptionist-3: [470, 418, 567, 480]
- ad-title: RECEPTIONISTS: [470, 355, 567, 369]
- ad-filler-block: [290, 56, 375, 121]
- ad-title: RECEPTIONIST: [390, 116, 454, 126]
- issue-date: Monday, March 27, 1995: [113, 7, 239, 21]
- ad-now-hiring: [186, 515, 285, 576]
- ad-kpm-group: [96, 665, 181, 680]
- ad-title: NOW HIRING: [197, 518, 273, 532]
- column-5: [378, 32, 468, 1362]
- ad-text: aaaa aaaaaa aaaa aaaa aaaaaa aaaaa aaaaa aaa aaaaaaa aaaa aaaa aaaaaa aaaaa aaaaa aaaa aaaaaaa aaaa aaaaa aaaa aaaaa aaaaaa aaaa aaaa aaaaaa aaa aaaaaaa: [768, 267, 854, 299]
- ad-text: aaaa aaaaaa aaaa aaaa aaaaaa aaaaa aaaaa aaa aaaaaaa aaaa aaaa aaaaaa aaaaa aaaaa aaaa aaaaaaa aaaa aaaaa: [189, 205, 281, 225]
- ad-text: aaaa aaaaaa aaaa aaaa aaaaaa aaaaa aaaaa aaa aaaaaaa aaaa aaaa aaaaaa aaaaa: [6, 510, 91, 530]
- ad-title: EXPERIENCED EXECUTIVE SECRETARY: [18, 539, 79, 569]
- ad-word-processing-2: [768, 491, 854, 540]
- ad-general-office: [96, 56, 181, 98]
- ad-text: aaaa aaaaaa aaaa aaaa aaaaaa aaaaa aaaaa aaa aaaaaaa aaaa aaaa aaaaaa aaaaa aaaaa aaaa aaaaaaa aaaa aaaaa aaaa aaaaa aaaaaa aaaa aaaa aaaaaa aaa aaaaaaa aaaa aaaa aaaaaa aaaaa aaaaa aaaa aaaaaaa aaaa: [470, 300, 567, 333]
- ad-general-office: [6, 776, 91, 829]
- ad-phone: (810) 442-7800: [18, 157, 79, 186]
- ad-title: GENERAL OFFICE: [109, 102, 168, 129]
- ad-company: EMPLOYERS: [10, 635, 87, 649]
- ad-entech: [470, 101, 567, 125]
- ad-title: LEGAL: [203, 171, 268, 193]
- ad-text: aaaa aaaaaa aaaa aaaa aaaaaa aaaaa aaaaa aaa aaaaaaa aaaa aaaa aaaaaa aaaaa aaaaa aaaa aaaaaaa aaaa aaaaa aaaa aaaaa aaaaaa aaaa aaaa aaaaaa: [470, 494, 567, 520]
- ad-secretary-2: [572, 278, 674, 340]
- ad-text: aaaa aaaaaa aaaa aaaa aaaaaa aaaaa aaaaa aaa aaaaaaa aaaa aaaa aaaaaa aaaaa aaaaa aaaa aaaaaaa aaaa aaaaa aaaa aaaaa aaaaaa aaaa: [6, 742, 91, 768]
- ad-text: aaaa aaaaaa aaaa aaaa aaaaaa aaaaa aaaaa aaa aaaaaaa aaaa aaaa aaaaaa aaaaa aaaaa aaaa aaaaaaa aaaa aaaaa aaaa aaaaa aaaaaa aaaa aaaa aaaaaa aaa aaaaaaa aaaa aaaa aaaaaa aaaaa aaaaa aaaa aaaaaaa aaaa aaaaa aaaa aaaaa aaaaaa aaaa aaaa aaaaaa aaa aaaaaaa aaaa aaaa aaaaaa aaaaa aaaaa aaaa aaaaaaa aaaa aaaaa aaaa aaaaa: [289, 58, 375, 116]
- ad-text: aaaa aaaaaa aaaa aaaa aaaaaa aaaaa aaaaa aaa aaaaaaa aaaa aaaa aaaaaa aaaaa aaaaa aaaa aaaaaaa aaaa aaaaa aaaa aaaaa aaaaaa aaaa aaaa aaaaaa aaa aaaaaaa aaaa aaaa aaaaaa aaaaa aaaaa aaaa aaaaaaa aaaa aaaaa aaaa aaaaa aaaaaa aaaa aaaa aaaaaa aaa aaaaaaa: [575, 553, 670, 599]
- ad-title: GENERAL OFFICE: [19, 776, 78, 804]
- ad-title: SECRETARY/ RECEPTIONIST: [689, 256, 753, 277]
- ad-text: aaaa aaaaaa aaaa aaaa aaaaaa aaaaa aaaaa aaa aaaaaaa aaaa aaaa aaaaaa aaaaa aaaaa aaaa aaaaaaa aaaa aaaaa aaaa aaaaa aaaaaa aaaa aaaa aaaaaa aaa aaaaaaa aaaa aaaa aaaaaa aaaaa aaaaa aaaa aaaaaaa aaaa aaaaa aaaa aaaaa aaaaaa aaaa aaaa aaaaaa aaa aaaaaaa aaaa aaaa aaaaaa aaaaa aaaaa aaaa aaaaaaa aaaa aaaaa aaaa aaaaa aaaaaa aaaa aaaa aaaaaa aaa aaaaaaa aaaa aaaa aaaaaa aaaaa aaaaa aaaa aaaaaaa aaaa aaaaa aaaa aaaaa aaaaaa aaaa aaaa aaaaaa aaa aaaaaaa aaaa aaaa aaaaaa aaaaa aaaaa aaaa aaaaaaa: [678, 419, 764, 510]
- ad-payroll-supervisor: [290, 273, 375, 348]
- ad-text: aaaa aaaaaa aaaa aaaa aaaaaa aaaaa aaaaa aaa aaaaaaa aaaa aaaaa aaaa aaaaa: [6, 215, 91, 228]
- ad-title: LEGAL SECRETARY: [198, 57, 272, 84]
- ad-text: aaaa aaaaaa aaaa aaaa aaaaaa aaaaa aaaaa aaa aaaaaaa aaaa aaaa aaaaaa aaaaa aaaaa aaaa aaaaaaa aaaa aaaaa aaaa aaaaa aaaaaa aaaa aaaa aaaaaa aaa aaaaaaa aaaa aaaa aaaaaa aaaaa: [682, 547, 760, 586]
- ad-text: aaaa aaaaaa aaaa aaaa aaaaaa aaaaa aaaaa aaa aaaaaaa aaaa aaaa aaaaaa aaaaa aaaaa aaaa aaaaaaa aaaa aaaaa aaaa aaaaa aaaaaa aaaa aaaa aaaaaa aaa aaaaaaa aaaa aaaa aaaaaa aaaaa aaaaa aaaa aaaaaaa aaaa aaaaa: [95, 457, 181, 496]
- column-6: [468, 32, 570, 1362]
- column-heading: [380, 32, 465, 53]
- star-icon: ★: [189, 280, 205, 297]
- ad-receptionist: [290, 519, 375, 587]
- ad-secretary-receptionist: [768, 111, 854, 210]
- ad-text: aaaa aaaaaa aaaa aaaa aaaaaa aaaaa aaaaa aaa aaaaaaa aaaa: [6, 614, 91, 627]
- ad-text: aaaa aaaaaa aaaa aaaa aaaaaa aaaaa aaaaa aaa aaaaaaa aaaa aaaa aaaaaa aaaaa aaaaa aaaa aaaaaaa aaaa aaaaa aaaa aaaaa aaaaaa aaaa aaaa aaaaaa aaa aaaaaaa aaaa aaaa aaaaaa aaaaa aaaaa aaaa aaaaaaa aaaa aaaaa aaaa aaaaa aaaaaa aaaa aaaa aaaaaa: [768, 328, 854, 374]
- ad-title: MEDICAL ASSISTANT: [191, 472, 280, 482]
